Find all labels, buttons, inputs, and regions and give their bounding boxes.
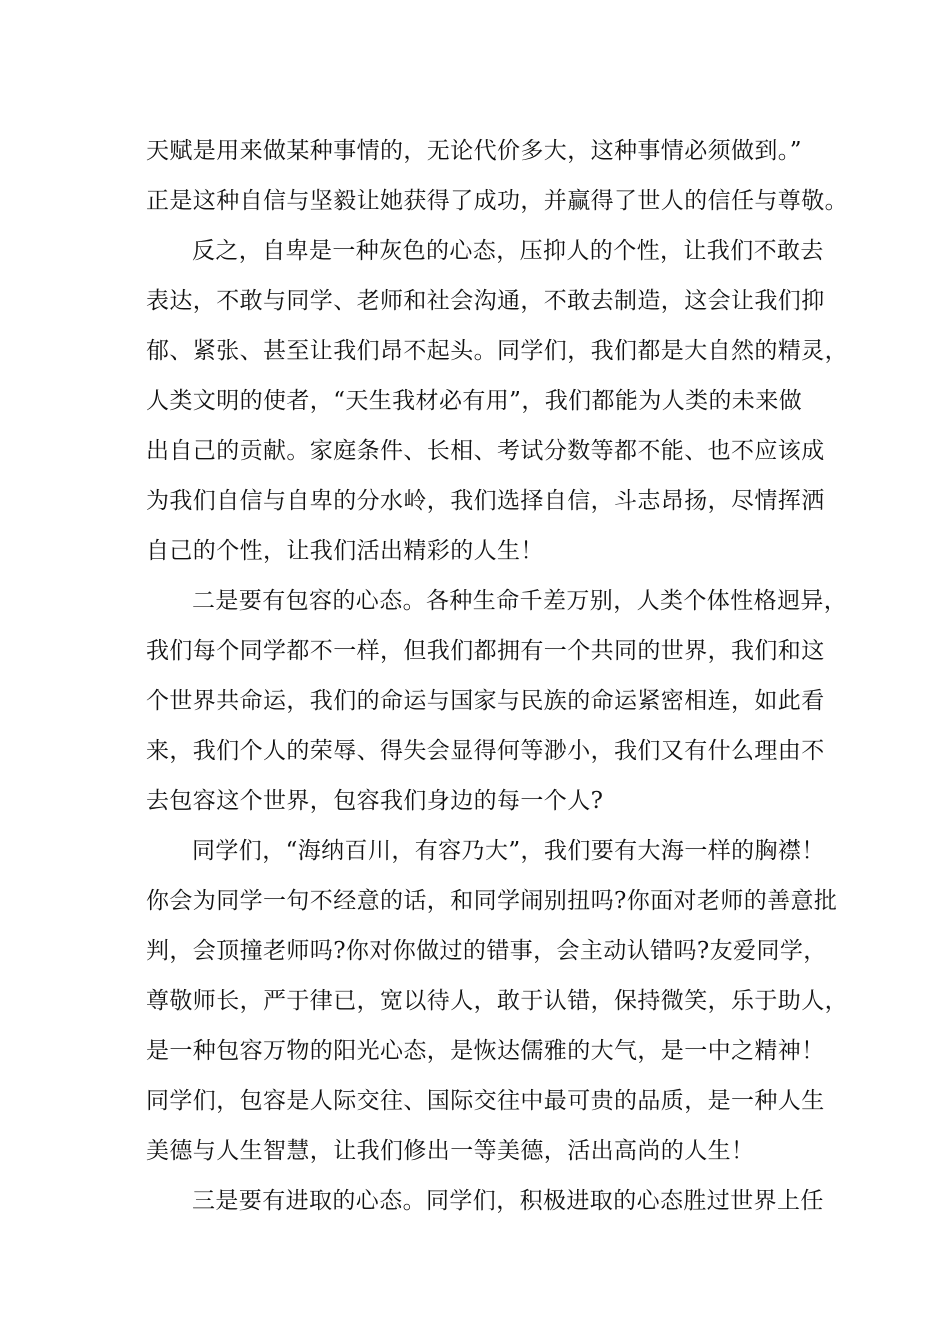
paragraph-first-line: 反之，自卑是一种灰色的心态，压抑人的个性，让我们不敢去 <box>192 238 824 264</box>
text-line: 判，会顶撞老师吗?你对你做过的错事，会主动认错吗?友爱同学， <box>146 938 827 964</box>
text-line: 去包容这个世界，包容我们身边的每一个人? <box>146 788 604 814</box>
text-line: 美德与人生智慧，让我们修出一等美德，活出高尚的人生！ <box>146 1138 755 1164</box>
text-line: 个世界共命运，我们的命运与国家与民族的命运紧密相连，如此看 <box>146 688 825 714</box>
paragraph-first-line: 三是要有进取的心态。同学们，积极进取的心态胜过世界上任 <box>192 1188 824 1214</box>
text-line: 尊敬师长，严于律已，宽以待人，敢于认错，保持微笑，乐于助人， <box>146 988 848 1014</box>
text-line: 表达，不敢与同学、老师和社会沟通，不敢去制造，这会让我们抑 <box>146 288 825 314</box>
text-line: 是一种包容万物的阳光心态，是恢达儒雅的大气，是一中之精神！ <box>146 1038 825 1064</box>
text-line: 出自己的贡献。家庭条件、长相、考试分数等都不能、也不应该成 <box>146 438 825 464</box>
text-line: 来，我们个人的荣辱、得失会显得何等渺小，我们又有什么理由不 <box>146 738 825 764</box>
text-line: 自己的个性，让我们活出精彩的人生！ <box>146 538 544 564</box>
paragraph-first-line: 同学们，“海纳百川，有容乃大”，我们要有大海一样的胸襟！ <box>192 838 825 864</box>
text-line: 你会为同学一句不经意的话，和同学闹别扭吗?你面对老师的善意批 <box>146 888 838 914</box>
paragraph-first-line: 二是要有包容的心态。各种生命千差万别，人类个体性格迥异， <box>192 588 848 614</box>
text-line: 同学们，包容是人际交往、国际交往中最可贵的品质，是一种人生 <box>146 1088 825 1114</box>
text-line: 正是这种自信与坚毅让她获得了成功，并赢得了世人的信任与尊敬。 <box>146 188 848 214</box>
text-line: 郁、紧张、甚至让我们昂不起头。同学们，我们都是大自然的精灵， <box>146 338 848 364</box>
text-line: 人类文明的使者，“天生我材必有用”，我们都能为人类的未来做 <box>146 388 803 414</box>
text-line: 天赋是用来做某种事情的，无论代价多大，这种事情必须做到。” <box>146 138 802 164</box>
text-line: 我们每个同学都不一样，但我们都拥有一个共同的世界，我们和这 <box>146 638 825 664</box>
text-line: 为我们自信与自卑的分水岭，我们选择自信，斗志昂扬，尽情挥洒 <box>146 488 825 514</box>
body-text <box>146 126 848 1226</box>
